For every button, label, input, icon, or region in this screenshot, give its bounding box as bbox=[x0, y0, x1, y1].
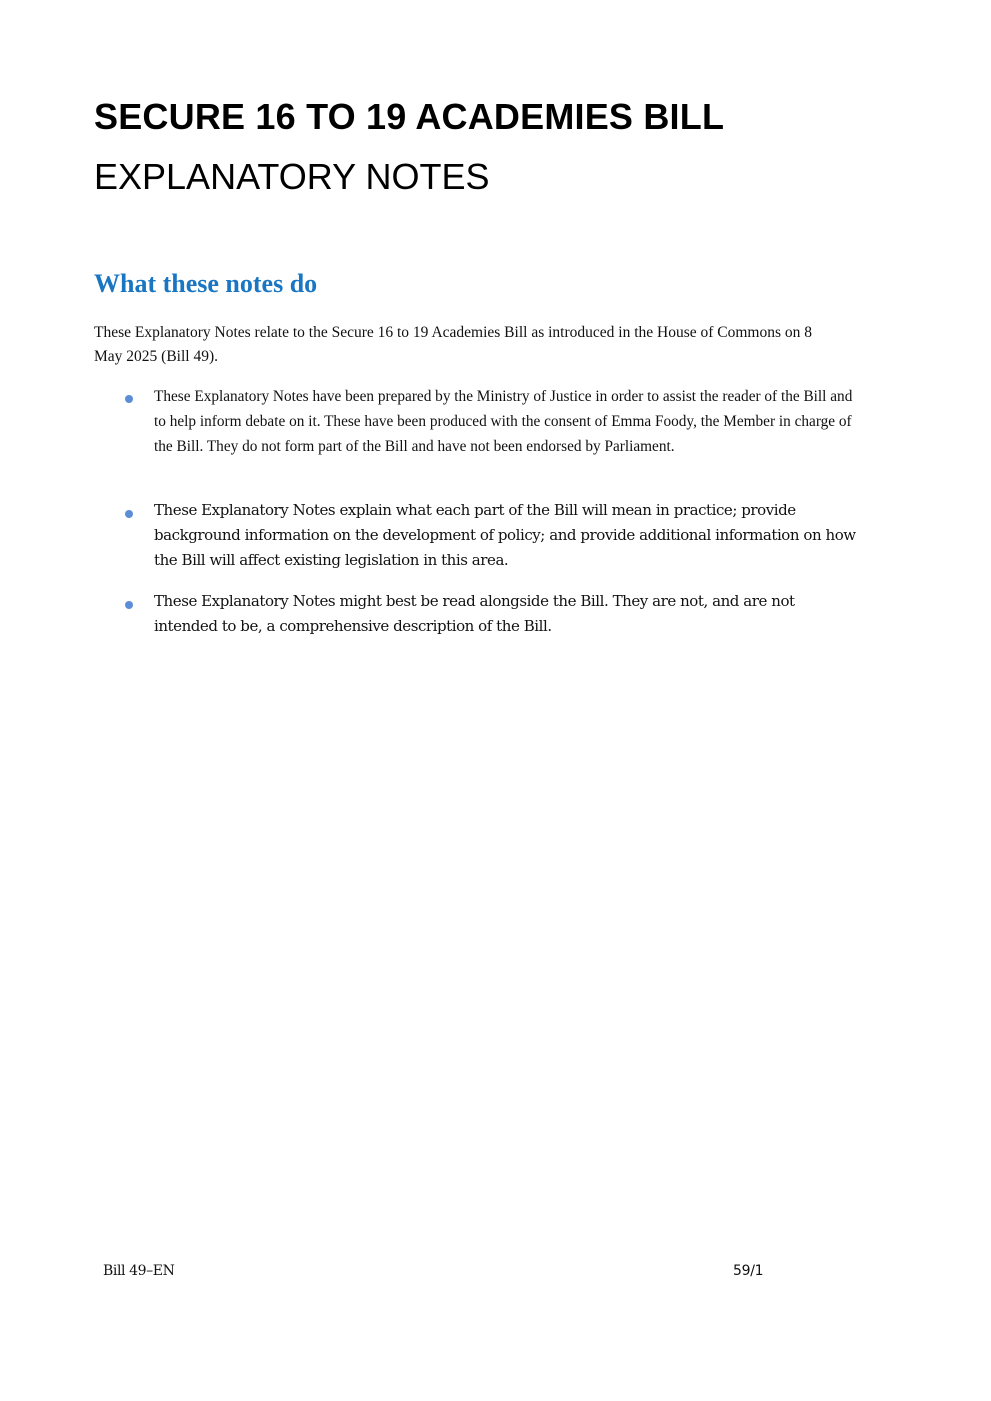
bullet-dot-icon bbox=[125, 601, 133, 609]
section-heading: What these notes do bbox=[94, 269, 318, 298]
bullet-dot-icon bbox=[125, 510, 133, 518]
bullet-text: These Explanatory Notes have been prepared by the Ministry of Justice in order to assist the reader of the Bill and to help inform debate on it. These have been produced with the consent of Emma Foody, the Member in charge of the Bill. They do not form part of the Bill and have not been endorsed by Parliament. bbox=[154, 388, 853, 455]
bullet-text: These Explanatory Notes might best be read alongside the Bill. They are not, and are not intended to be, a comprehensive description of the Bill. bbox=[154, 592, 795, 635]
bullet-dot-icon bbox=[125, 395, 133, 403]
page-subtitle: EXPLANATORY NOTES bbox=[94, 156, 490, 197]
intro-paragraph: These Explanatory Notes relate to the Secure 16 to 19 Academies Bill as introduced in the House of Commons on 8 May 2025 (Bill 49). bbox=[94, 324, 813, 365]
footer-page-code: 59/1 bbox=[733, 1263, 764, 1279]
footer-bill-reference: Bill 49–EN bbox=[103, 1263, 175, 1279]
page-title: SECURE 16 TO 19 ACADEMIES BILL bbox=[94, 96, 725, 137]
bullet-text: These Explanatory Notes explain what each part of the Bill will mean in practice; provide background information on the development of policy; and provide additional information on how the Bill will affect existing legislation in this area. bbox=[154, 501, 856, 569]
